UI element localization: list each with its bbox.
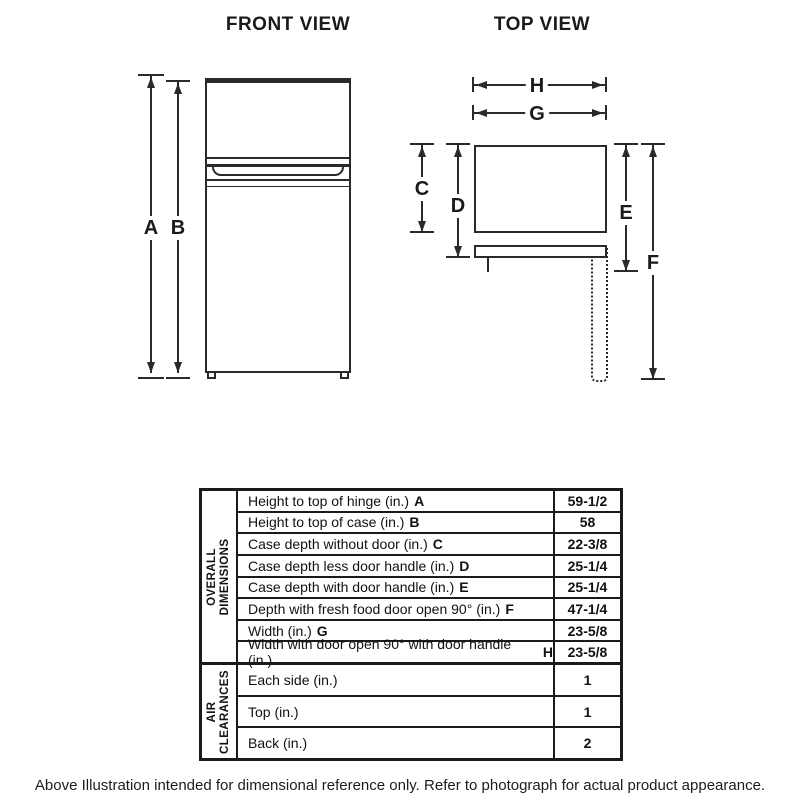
fridge-top-edge (207, 80, 349, 83)
table-row (238, 726, 620, 758)
row-label: Case depth without door (in.) C (248, 536, 443, 553)
fresh-food-door-gasket-line (207, 186, 349, 187)
fridge-foot-left (207, 373, 216, 379)
row-value: 25-1/4 (553, 578, 620, 598)
row-value: 47-1/4 (553, 599, 620, 619)
table-row (238, 511, 620, 533)
arrowhead-right-icon (592, 81, 603, 89)
table-rows (238, 491, 620, 669)
arrowhead-right-icon (592, 109, 603, 117)
table-row (238, 576, 620, 598)
dim-label-b: B (167, 216, 189, 240)
row-label: Back (in.) (248, 735, 308, 752)
dim-label-d: D (447, 194, 469, 218)
row-value: 59-1/2 (553, 491, 620, 511)
freezer-door-bottom-line (207, 157, 349, 159)
arrowhead-left-icon (476, 81, 487, 89)
arrowhead-down-icon (174, 362, 182, 373)
door-top-outline (474, 245, 607, 258)
arrowhead-up-icon (418, 146, 426, 157)
door-open-dotted-outline (591, 247, 608, 382)
tick (605, 105, 607, 120)
group-label-cell (202, 491, 238, 662)
dim-label-e: E (615, 201, 636, 225)
case-top-outline (474, 145, 607, 233)
group-label-cell (202, 665, 238, 758)
arrowhead-down-icon (622, 260, 630, 271)
row-label: Width (in.) G (248, 622, 328, 639)
tick (138, 377, 164, 379)
door-handle-mark (487, 258, 489, 272)
table-row (238, 554, 620, 576)
fresh-food-door-top-line (207, 179, 349, 181)
row-label: Top (in.) (248, 703, 299, 720)
row-value: 1 (553, 665, 620, 695)
fridge-foot-right (340, 373, 349, 379)
top-view-title: TOP VIEW (493, 14, 591, 35)
arrowhead-down-icon (418, 221, 426, 232)
table-row (238, 695, 620, 727)
group-label-overall-dimensions: OVERALL DIMENSIONS (205, 538, 231, 615)
table-row (238, 532, 620, 554)
footer-caption: Above Illustration intended for dimensional reference only. Refer to photograph for actual product appearance. (34, 777, 766, 794)
arrowhead-up-icon (622, 146, 630, 157)
row-label: Case depth with door handle (in.) E (248, 579, 469, 596)
row-value: 1 (553, 697, 620, 727)
front-view-title: FRONT VIEW (225, 14, 351, 35)
dimensions-table (199, 488, 623, 761)
arrowhead-up-icon (147, 77, 155, 88)
row-value: 23-5/8 (553, 642, 620, 662)
dim-label-a: A (140, 216, 162, 240)
table-section-air-clearances (202, 662, 620, 758)
row-value: 22-3/8 (553, 534, 620, 554)
arrowhead-down-icon (147, 362, 155, 373)
row-value: 58 (553, 513, 620, 533)
arrowhead-down-icon (454, 246, 462, 257)
table-rows (238, 665, 620, 758)
row-label: Each side (in.) (248, 671, 338, 688)
table-section-overall-dimensions (202, 491, 620, 669)
row-label: Height to top of hinge (in.) A (248, 492, 425, 509)
table-row (238, 491, 620, 511)
arrowhead-up-icon (174, 83, 182, 94)
row-label: Width with door open 90° with door handle (in.) H (248, 636, 553, 669)
arrowhead-left-icon (476, 109, 487, 117)
fridge-outline (205, 78, 351, 373)
arrowhead-up-icon (649, 146, 657, 157)
table-row (238, 665, 620, 695)
row-value: 23-5/8 (553, 621, 620, 641)
tick (166, 377, 190, 379)
tick (605, 77, 607, 92)
dim-label-c: C (411, 177, 433, 201)
dim-label-f: F (643, 251, 663, 275)
row-label: Depth with fresh food door open 90° (in.) F (248, 600, 514, 617)
row-value: 25-1/4 (553, 556, 620, 576)
table-row (238, 597, 620, 619)
arrowhead-up-icon (454, 146, 462, 157)
table-row (238, 636, 620, 669)
row-label: Case depth less door handle (in.) D (248, 557, 470, 574)
dim-label-g: G (525, 102, 549, 126)
arrowhead-down-icon (649, 368, 657, 379)
row-value: 2 (553, 728, 620, 758)
group-label-air-clearances: AIR CLEARANCES (205, 669, 231, 754)
row-label: Height to top of case (in.) B (248, 514, 420, 531)
freezer-door-handle (212, 167, 344, 176)
dim-label-h: H (526, 74, 548, 98)
